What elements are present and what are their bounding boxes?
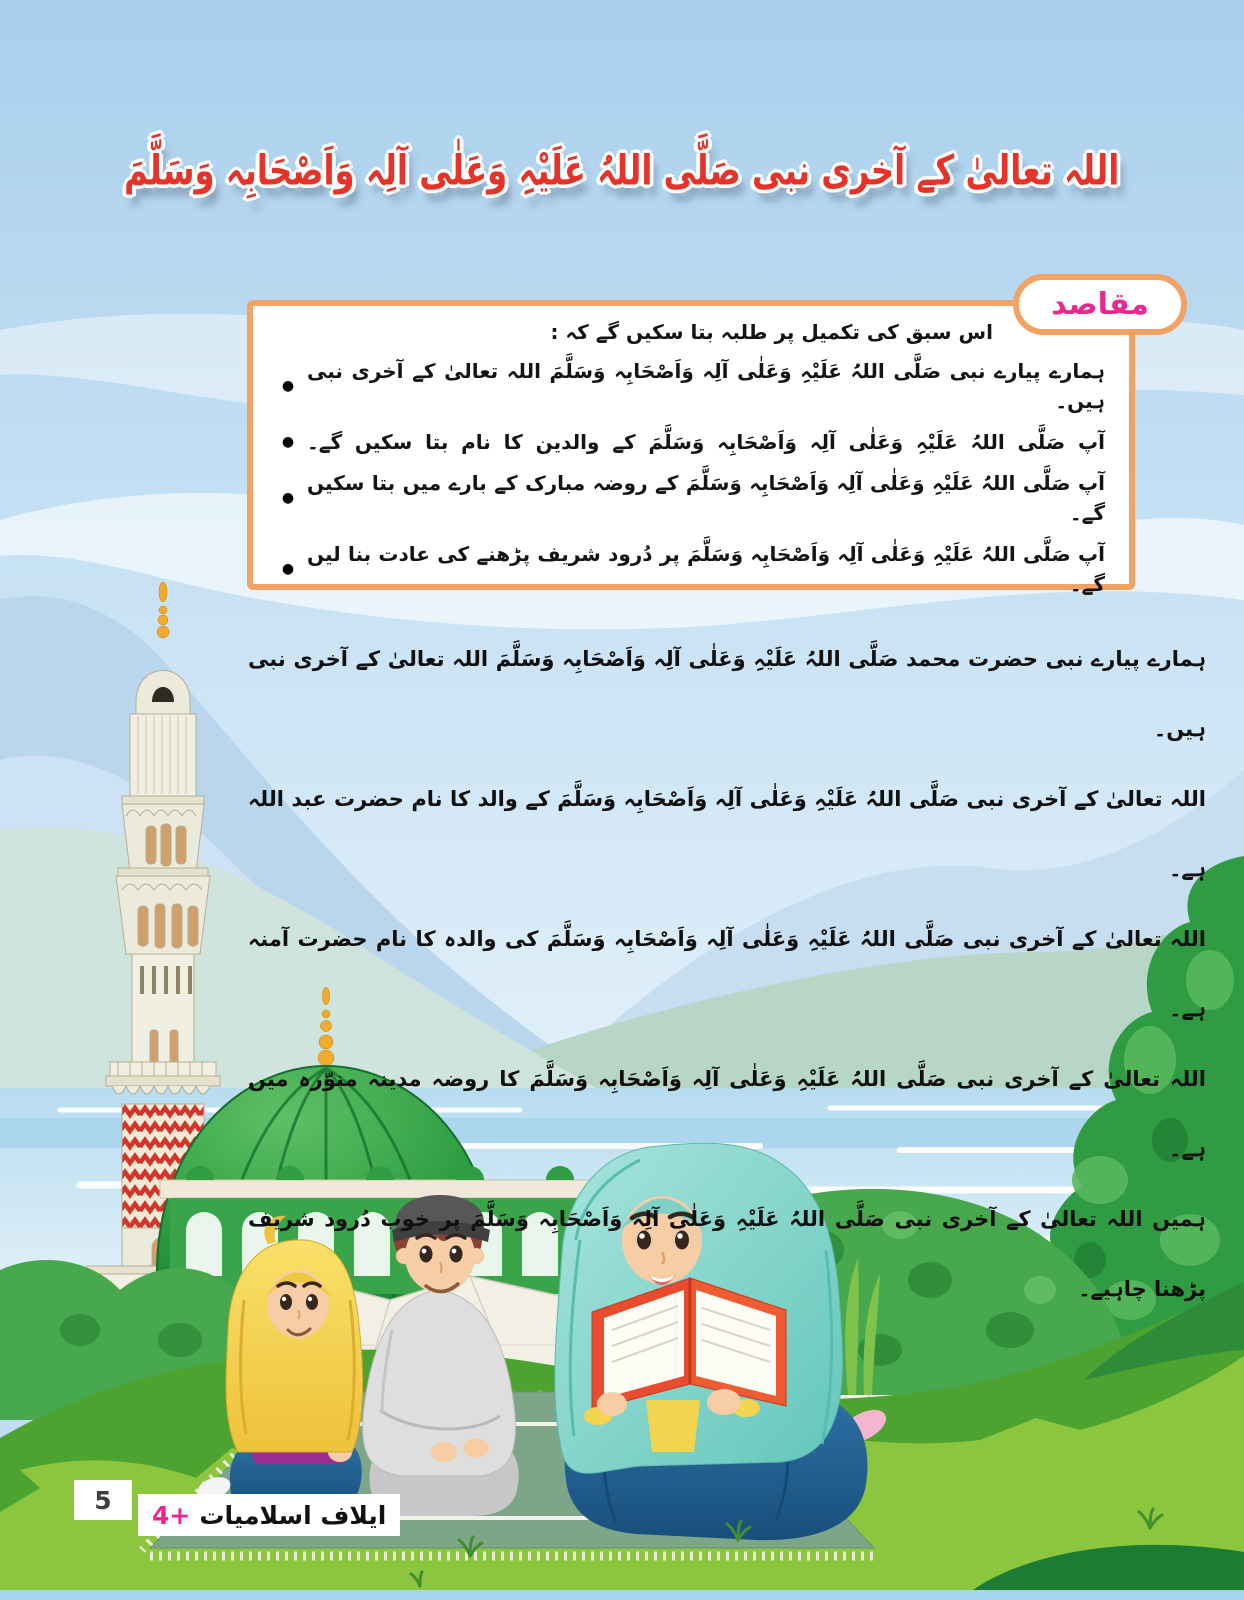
objectives-badge: مقاصد [1013,274,1187,335]
objective-item [273,427,1105,457]
woman-hand [707,1389,741,1415]
bullet-dot-icon: ● [281,434,295,450]
lesson-body [248,624,1206,1324]
bullet-dot-icon: ● [281,490,295,506]
woman-hand [597,1392,627,1416]
boy-hand [431,1442,457,1462]
body-paragraph: اللہ تعالیٰ کے آخری نبی صَلَّی اللہُ عَلَیْہِ وَعَلٰی آلِہ وَاَصْحَابِہ وَسَلَّمَ کی والدہ کا نام حضرت آمنہ ہے۔ [248,927,1206,1021]
book-title: ایلاف اسلامیات [199,1500,387,1530]
lesson-title-text: اللہ تعالیٰ کے آخری نبی صَلَّی اللہُ عَلَیْہِ وَعَلٰی آلِہ وَاَصْحَابِہ وَسَلَّمَ [124,146,1120,196]
body-paragraph: ہمیں اللہ تعالیٰ کے آخری نبی صَلَّی اللہُ عَلَیْہِ وَعَلٰی آلِہ وَاَصْحَابِہ وَسَلَّمَ پر خوب دُرود شریف پڑھنا چاہیے۔ [248,1207,1206,1301]
page-bottom-strip [0,1590,1244,1600]
body-paragraph: اللہ تعالیٰ کے آخری نبی صَلَّی اللہُ عَلَیْہِ وَعَلٰی آلِہ وَاَصْحَابِہ وَسَلَّمَ کا روضہ مدینہ منوّرہ میں ہے۔ [248,1067,1206,1161]
body-paragraph: اللہ تعالیٰ کے آخری نبی صَلَّی اللہُ عَلَیْہِ وَعَلٰی آلِہ وَاَصْحَابِہ وَسَلَّمَ کے والد کا نام حضرت عبد اللہ ہے۔ [248,787,1206,881]
objective-item [273,356,1105,416]
objective-item [273,539,1105,599]
bullet-dot-icon: ● [281,561,295,577]
body-paragraph: ہمارے پیارے نبی حضرت محمد صَلَّی اللہُ عَلَیْہِ وَعَلٰی آلِہ وَاَصْحَابِہ وَسَلَّمَ اللہ تعالیٰ کے آخری نبی ہیں۔ [248,647,1206,741]
objectives-box [247,287,1149,596]
objective-text: ہمارے پیارے نبی صَلَّی اللہُ عَلَیْہِ وَعَلٰی آلِہ وَاَصْحَابِہ وَسَلَّمَ اللہ تعالیٰ کے آخری نبی ہیں۔ [307,359,1105,413]
objective-text: آپ صَلَّی اللہُ عَلَیْہِ وَعَلٰی آلِہ وَاَصْحَابِہ وَسَلَّمَ کے روضہ مبارک کے بارے میں بتا سکیں گے۔ [307,471,1105,525]
lesson-title [20,146,1224,196]
objective-text: آپ صَلَّی اللہُ عَلَیْہِ وَعَلٰی آلِہ وَاَصْحَابِہ وَسَلَّمَ پر دُرود شریف پڑھنے کی عادت بنا لیں گے۔ [307,542,1105,596]
inner-dress [646,1400,700,1452]
boy-hand [463,1438,489,1458]
book-footer-label [138,1494,400,1536]
objective-text: آپ صَلَّی اللہُ عَلَیْہِ وَعَلٰی آلِہ وَاَصْحَابِہ وَسَلَّمَ کے والدین کا نام بتا سکیں گے۔ [307,430,1105,454]
objectives-intro: اس سبق کی تکمیل پر طلبہ بتا سکیں گے کہ : [550,320,993,344]
objective-item [273,468,1105,528]
page-number: 5 [74,1480,132,1520]
bullet-dot-icon: ● [281,378,295,394]
book-grade-badge: +4 [152,1500,191,1530]
